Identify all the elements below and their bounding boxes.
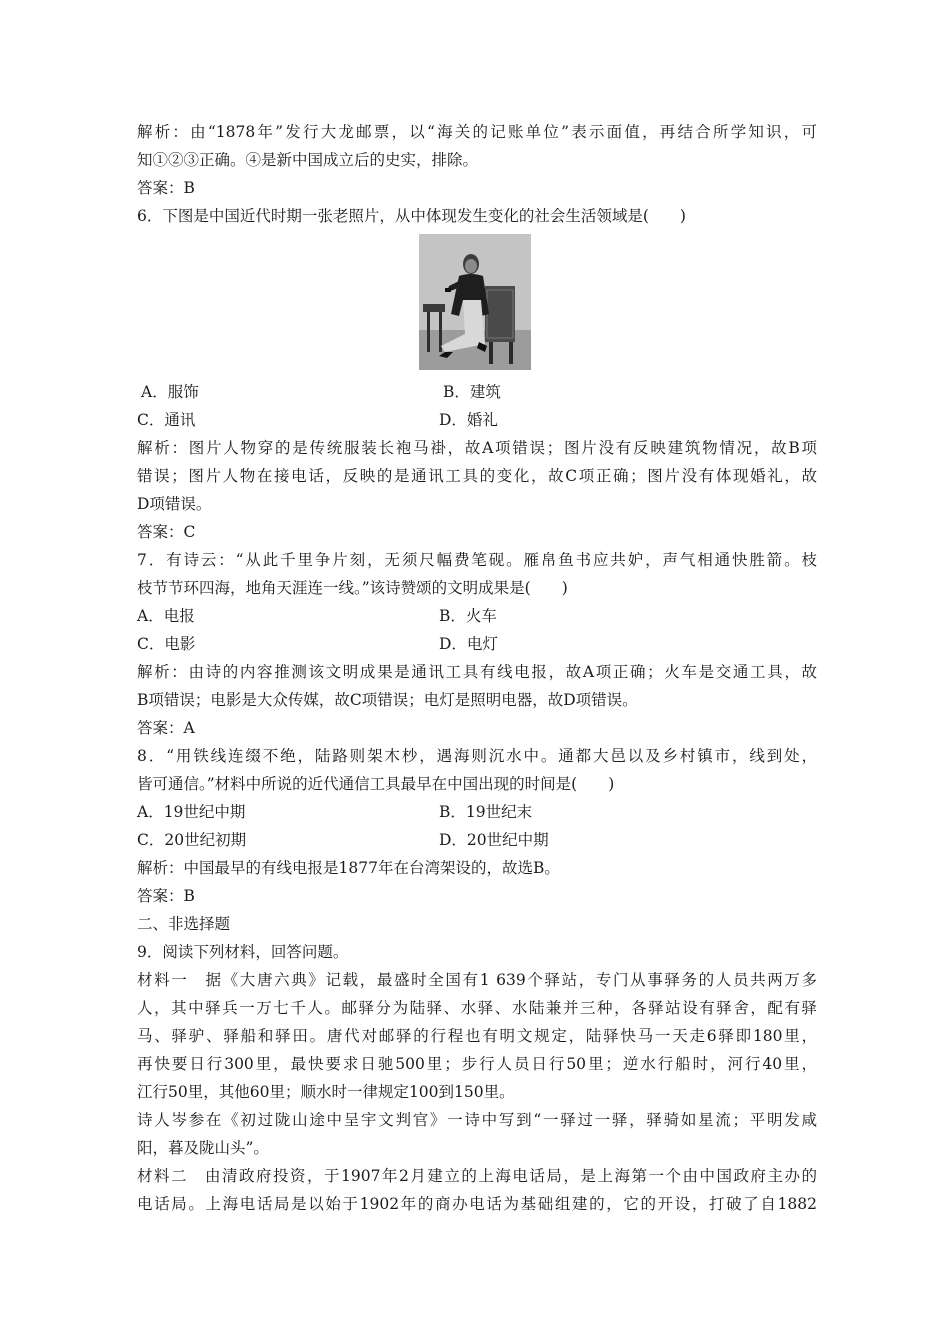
q8-option-b: B．19世纪末 [439,803,533,821]
q7-option-a: A．电报 [137,607,195,625]
q7-answer: 答案：A [137,719,195,737]
q9-material1-line-5: 江行50里，其他60里；顺水时一律规定100到150里。 [137,1083,515,1101]
q5-analysis-line-2: 知①②③正确。④是新中国成立后的史实，排除。 [137,151,479,169]
q7-options-row-2 [137,630,817,658]
q6-option-d: D．婚礼 [439,411,498,429]
q9-material1-line-1: 材料一 据《大唐六典》记载，最盛时全国有1 639个驿站，专门从事驿务的人员共两万多 [137,971,817,989]
q6-analysis-line-1: 解析：图片人物穿的是传统服装长袍马褂，故A项错误；图片没有反映建筑物情况，故B项 [137,439,817,457]
q6-stem: 6．下图是中国近代时期一张老照片，从中体现发生变化的社会生活领域是( ) [137,207,686,225]
q9-material2-line-1: 材料二 由清政府投资，于1907年2月建立的上海电话局，是上海第一个由中国政府主办的 [137,1167,817,1185]
old-photo-man-on-telephone-icon [419,234,531,370]
q9-material1-poem-line-2: 阳，暮及陇山头”。 [137,1139,269,1157]
q6-option-a: A．服饰 [141,383,199,401]
q7-analysis-line-1: 解析：由诗的内容推测该文明成果是通讯工具有线电报，故A项正确；火车是交通工具，故 [137,663,817,681]
q6-answer: 答案：C [137,523,196,541]
q7-stem-line-2: 枝节节环四海，地角天涯连一线。”该诗赞颂的文明成果是( ) [137,579,568,597]
document-page [137,118,817,1218]
q7-option-d: D．电灯 [439,635,498,653]
q6-options-row-2 [137,406,817,434]
q6-options-row-1 [137,378,817,406]
q8-stem-line-2: 皆可通信。”材料中所说的近代通信工具最早在中国出现的时间是( ) [137,775,615,793]
q9-material1-line-3: 马、驿驴、驿船和驿田。唐代对邮驿的行程也有明文规定，陆驿快马一天走6驿即180里， [137,1027,817,1045]
q7-option-c: C．电影 [137,635,196,653]
q9-stem: 9．阅读下列材料，回答问题。 [137,943,349,961]
q8-option-c: C．20世纪初期 [137,831,247,849]
q7-options-row-1 [137,602,817,630]
q7-analysis-line-2: B项错误；电影是大众传媒，故C项错误；电灯是照明电器，故D项错误。 [137,691,638,709]
q8-analysis: 解析：中国最早的有线电报是1877年在台湾架设的，故选B。 [137,859,560,877]
q5-analysis-line-1: 解析：由“1878年”发行大龙邮票，以“海关的记账单位”表示面值，再结合所学知识，可 [137,123,817,141]
q6-option-b: B．建筑 [443,383,501,401]
section-heading: 二、非选择题 [137,915,231,933]
q8-option-a: A．19世纪中期 [137,803,246,821]
q7-option-b: B．火车 [439,607,497,625]
q9-material2-line-2: 电话局。上海电话局是以始于1902年的商办电话为基础组建的，它的开设，打破了自1882 [137,1195,817,1213]
q9-material1-line-2: 人，其中驿兵一万七千人。邮驿分为陆驿、水驿、水陆兼并三种，各驿站设有驿舍，配有驿 [137,999,817,1017]
q8-option-d: D．20世纪中期 [439,831,549,849]
q9-material1-poem-line-1: 诗人岑参在《初过陇山途中呈宇文判官》一诗中写到“一驿过一驿，驿骑如星流；平明发咸 [137,1111,817,1129]
q8-options-row-1 [137,798,817,826]
q6-option-c: C．通讯 [137,411,196,429]
q8-answer: 答案：B [137,887,195,905]
q9-material1-line-4: 再快要日行300里，最快要求日驰500里；步行人员日行50里；逆水行船时，河行40里， [137,1055,817,1073]
q6-analysis-line-2: 错误；图片人物在接电话，反映的是通讯工具的变化，故C项正确；图片没有体现婚礼，故 [137,467,817,485]
q6-photo-row [137,234,817,374]
q6-analysis-line-3: D项错误。 [137,495,212,513]
q5-answer: 答案：B [137,179,195,197]
q8-stem-line-1: 8．“用铁线连缀不绝，陆路则架木杪，遇海则沉水中。通都大邑以及乡村镇市，线到处， [137,747,817,765]
q8-options-row-2 [137,826,817,854]
q7-stem-line-1: 7．有诗云：“从此千里争片刻，无须尺幅费笔砚。雁帛鱼书应共妒，声气相通快胜箭。枝 [137,551,817,569]
